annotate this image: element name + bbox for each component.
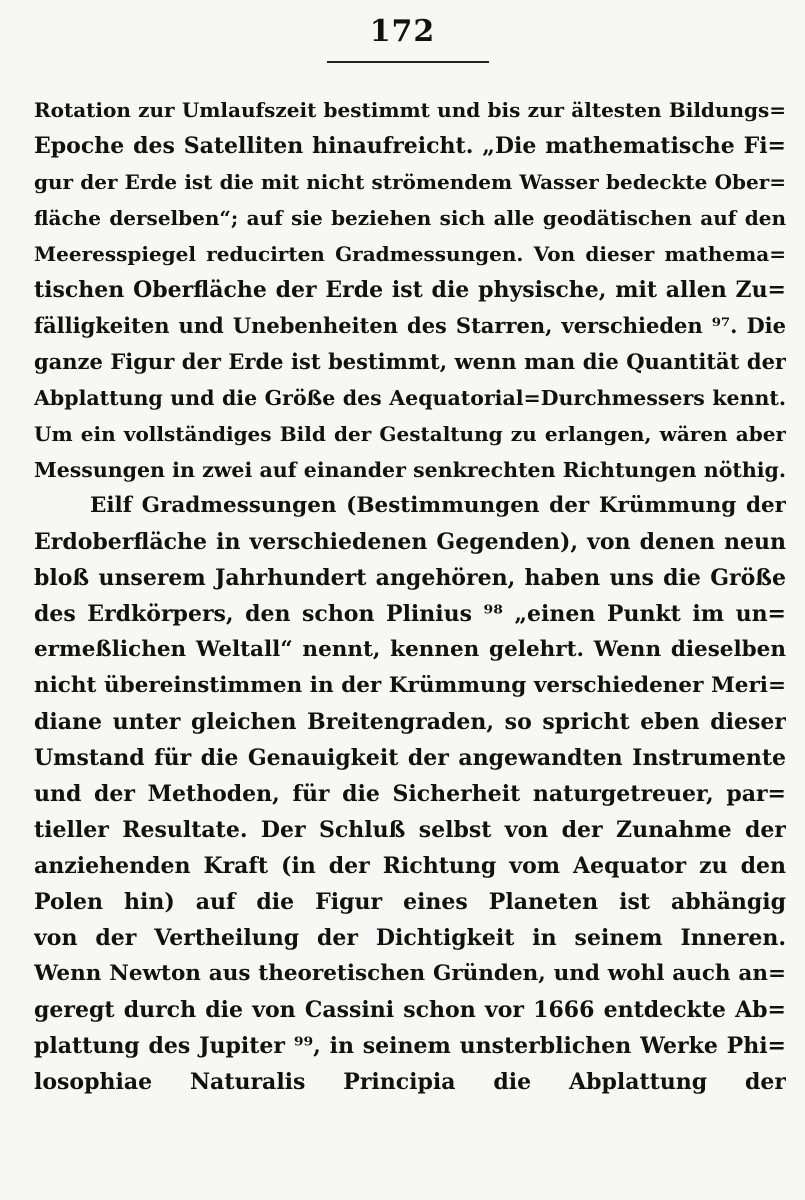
text-line: ganze Figur der Erde ist bestimmt, wenn man die Quantität der: [34, 349, 786, 374]
text-line: fläche derselben“; auf sie beziehen sich alle geodätischen auf den: [34, 206, 786, 230]
text-line: Polen hin) auf die Figur eines Planeten ist abhängig: [34, 889, 786, 915]
text-line: Abplattung und die Größe des Aequatorial=Durchmessers kennt.: [34, 386, 786, 410]
text-line: Erdoberfläche in verschiedenen Gegenden), von denen neun: [34, 529, 786, 555]
text-line: ermeßlichen Weltall“ nennt, kennen gelehrt. Wenn dieselben: [34, 637, 786, 662]
text-line: und der Methoden, für die Sicherheit naturgetreuer, par=: [34, 781, 786, 807]
text-line: bloß unserem Jahrhundert angehören, haben uns die Größe: [34, 565, 786, 591]
text-line: tischen Oberfläche der Erde ist die physische, mit allen Zu=: [34, 277, 786, 303]
text-line: diane unter gleichen Breitengraden, so spricht eben dieser: [34, 709, 786, 735]
text-line: fälligkeiten und Unebenheiten des Starren, verschieden ⁹⁷. Die: [34, 313, 786, 338]
header-rule: [327, 61, 489, 63]
body-text: [34, 92, 786, 1100]
text-line: tieller Resultate. Der Schluß selbst von der Zunahme der: [34, 817, 786, 843]
text-line: Meeresspiegel reducirten Gradmessungen. Von dieser mathema=: [34, 242, 786, 266]
text-line: anziehenden Kraft (in der Richtung vom Aequator zu den: [34, 853, 786, 879]
text-line: von der Vertheilung der Dichtigkeit in seinem Inneren.: [34, 925, 786, 951]
text-line: Umstand für die Genauigkeit der angewandten Instrumente: [34, 745, 786, 771]
text-line: Rotation zur Umlaufszeit bestimmt und bis zur ältesten Bildungs=: [34, 98, 786, 122]
text-line: Um ein vollständiges Bild der Gestaltung zu erlangen, wären aber: [34, 422, 786, 446]
page-number: 172: [369, 14, 436, 49]
text-line: gur der Erde ist die mit nicht strömendem Wasser bedeckte Ober=: [34, 170, 786, 194]
text-line: Messungen in zwei auf einander senkrechten Richtungen nöthig.: [34, 458, 786, 482]
text-line: plattung des Jupiter ⁹⁹, in seinem unsterblichen Werke Phi=: [34, 1033, 786, 1059]
text-line: nicht übereinstimmen in der Krümmung verschiedener Meri=: [34, 673, 786, 698]
text-line: Epoche des Satelliten hinaufreicht. „Die mathematische Fi=: [34, 133, 786, 159]
text-line: losophiae Naturalis Principia die Abplattung der: [34, 1069, 786, 1095]
paragraph-start-line: Eilf Gradmessungen (Bestimmungen der Krümmung der: [90, 493, 786, 518]
text-line: des Erdkörpers, den schon Plinius ⁹⁸ „einen Punkt im un=: [34, 601, 786, 627]
text-line: Wenn Newton aus theoretischen Gründen, und wohl auch an=: [34, 961, 786, 986]
text-line: geregt durch die von Cassini schon vor 1666 entdeckte Ab=: [34, 997, 786, 1023]
